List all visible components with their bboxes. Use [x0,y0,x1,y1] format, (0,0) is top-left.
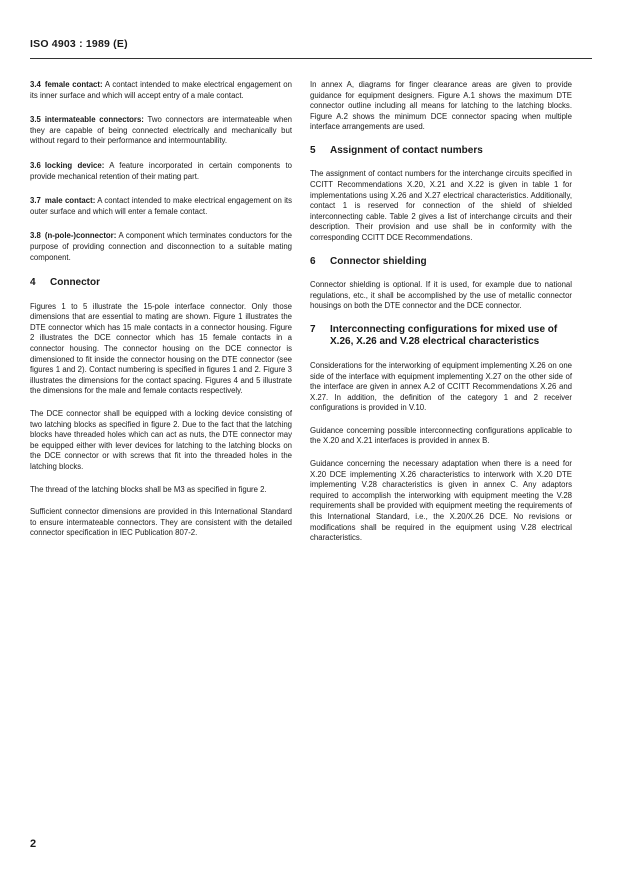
section-heading-6 [310,256,572,269]
section-heading-7 [310,324,572,349]
section-title: Assignment of contact numbers [330,144,483,156]
section-5-paragraph: The assignment of contact numbers for the interchange circuits specified in CCITT Recommendations X.20, X.21 and X.22 is given in table 1 for implementations using X.26 and X.27 electrical characteristics. Additionally, contact 1 is reserved for connection of the shield of shielded interconnecting cable. Table 2 gives a list of interchange circuits and their description. Their provision and use shall be in conformity with the corresponding CCITT DCE Recommendations. [310,169,572,243]
definition-number: 3.6 [30,160,41,170]
definition-text: Two connectors are intermateable when they are capable of being connected electrically and mechanically but without regard to their performance and intermountability. [30,115,292,146]
definition-term: male contact: [44,196,96,206]
section-7-paragraph: Guidance concerning possible interconnecting configurations applicable to the X.20 and X.21 interfaces is provided in annex B. [310,425,572,446]
definition-text: A feature incorporated in certain components to provide mechanical retention of their mating part. [30,160,292,181]
right-column [310,80,572,556]
section-6-paragraph: Connector shielding is optional. If it is used, for example due to national regulations, etc., it shall be accomplished by the use of metallic connector housings on both the DTE connector and the DCE connector. [310,280,572,311]
definition-3-4 [30,80,292,101]
section-heading-5 [310,145,572,158]
section-title: Connector shielding [330,255,427,267]
section-heading-4 [30,277,292,290]
section-4-paragraph: The DCE connector shall be equipped with a locking device consisting of two latching blocks as specified in figure 2. Due to the fact that the latching blocks have threaded holes which can act as nuts, the DTE connector may be equipped either with lever devices for latching to the latching blocks on the DCE connector or with screws that fit into the threaded holes in the latching blocks. [30,408,292,471]
section-number: 4 [30,277,36,289]
section-4-paragraph: Sufficient connector dimensions are provided in this International Standard to ensure intermateable connectors. They are consistent with the detailed connector specification in IEC Publication 807-2. [30,507,292,538]
section-4-paragraph: The thread of the latching blocks shall be M3 as specified in figure 2. [30,484,267,494]
definition-number: 3.7 [30,196,41,206]
definition-term: female contact: [44,80,103,89]
definition-3-7 [30,196,292,217]
definition-number: 3.5 [30,115,41,125]
definition-number: 3.8 [30,231,41,241]
definition-text: A contact intended to make electrical engagement on its inner surface and which will accept entry of a male contact. [30,80,292,100]
section-number: 7 [310,323,316,335]
section-title: Interconnecting configurations for mixed use of X.26, X.26 and V.28 electrical characteristics [330,323,558,348]
annex-a-intro-paragraph: In annex A, diagrams for finger clearance areas are given to provide guidance for equipment designers. Figure A.1 shows the maximum DTE connector outline including all means for latching to the latching blocks. Figure A.2 shows the minimum DCE connector spacing when multiple interface arrangements are used. [310,80,572,132]
section-7-paragraph: Considerations for the interworking of equipment implementing X.26 on one side of the interface with equipment implementing X.27 on the other side of the interface are given in annex A.2 of CCITT Recommendations X.26 and X.27. In addition, the definition of the category 1 and 2 receiver configurations is provided in V.10. [310,360,572,413]
left-column [30,80,292,551]
header-rule [30,58,592,59]
definition-number: 3.4 [30,80,41,89]
definition-term: intermateable connectors: [44,115,144,125]
definition-term: (n-pole-)connector: [44,231,117,241]
section-number: 6 [310,255,316,267]
definition-term: locking device: [44,160,105,170]
section-title: Connector [50,277,100,289]
definition-text: A contact intended to make electrical engagement on its outer surface and which will enter a female contact. [30,196,292,216]
definition-3-6 [30,161,292,182]
section-4-paragraph: Figures 1 to 5 illustrate the 15-pole interface connector. Only those dimensions that are essential to mating are shown. Figure 1 illustrates the DTE connector which has 15 male contacts in a connector housing. Figure 2 illustrates the DCE connector which has 15 female contacts in a connector housing. The connector housing on the DCE connector is dimensioned to fit inside the connector housing on the DTE connector (see figures 1 and 2). Contact numbering is specified in figures 1 and 2. Figure 3 illustrates the dimensions for the contact spacing. Figures 4 and 5 illustrate the dimensions for the male and female contacts respectively. [30,301,292,396]
page-number: 2 [30,838,37,850]
section-7-paragraph: Guidance concerning the necessary adaptation when there is a need for X.20 DCE implementing X.26 characteristics to interwork with X.20 DTE implementing V.28 characteristics is given in annex C. Any adaptors required to accomplish the interworking with equipment meeting the V.28 requirements shall be provided with equipment meeting the requirements of this International Standard, i.e., the X.20/X.26 DCE. No revisions or modifications shall be required in the equipment using V.28 electrical characteristics. [310,459,572,543]
definition-3-8 [30,231,292,263]
section-number: 5 [310,144,316,156]
definition-3-5 [30,115,292,147]
definition-text: A component which terminates conductors for the purpose of providing connection and disconnection to a suitable mating component. [30,231,292,262]
document-header: ISO 4903 : 1989 (E) [30,38,128,50]
